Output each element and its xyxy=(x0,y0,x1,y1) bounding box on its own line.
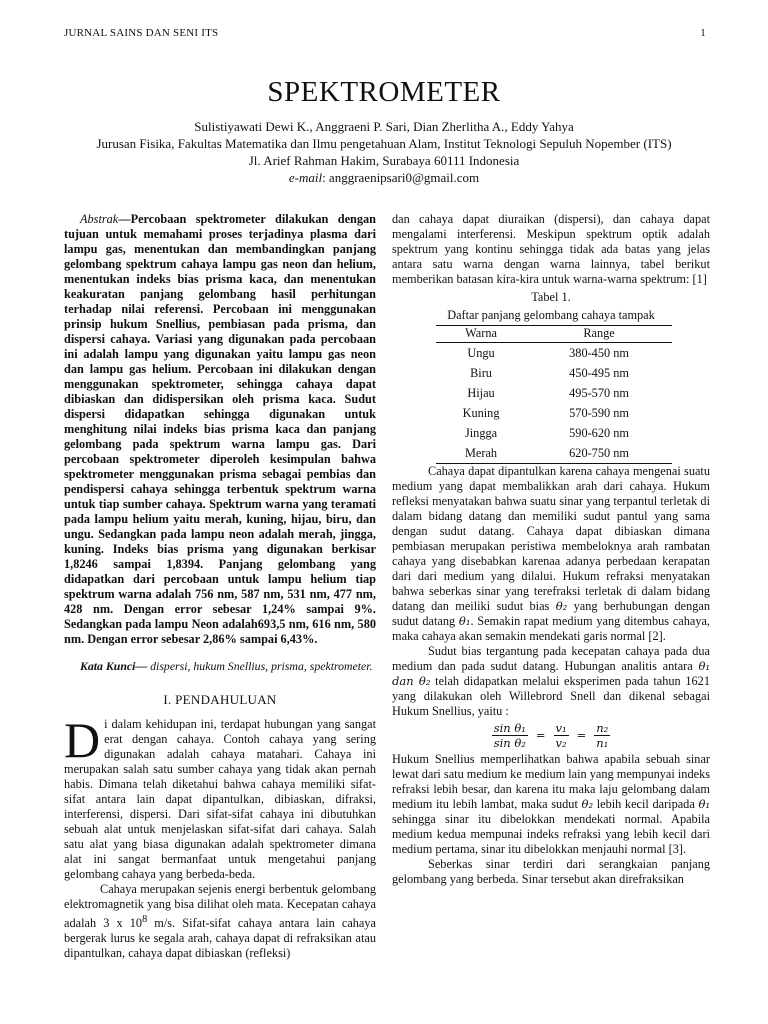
table-title: Daftar panjang gelombang cahaya tampak xyxy=(447,308,655,322)
denominator: sin θ₂ xyxy=(493,736,526,750)
table-cell: Jingga xyxy=(464,425,498,440)
theta-1-symbol: θ₁ xyxy=(458,614,471,628)
intro-paragraph-2 xyxy=(64,882,376,961)
equals-sign: = xyxy=(576,728,587,742)
email-line xyxy=(0,169,768,186)
wavelength-table xyxy=(436,325,672,464)
p4-text-c: sehingga sinar itu dibelokkan mendekati normal. Apabila medium kedua mempunai indeks refraksi yang lebih kecil dari medium pertama, sinar itu dibelokkan menjauhi normal [3]. xyxy=(392,812,710,856)
theta-2-symbol: θ₂ xyxy=(555,599,568,613)
table-cell: 495-570 nm xyxy=(569,385,629,400)
table-row xyxy=(436,343,672,364)
affiliation: Jurusan Fisika, Fakultas Matematika dan Ilmu pengetahuan Alam, Institut Teknologi Sepuluh Nopember (ITS) xyxy=(96,136,672,151)
keywords xyxy=(64,659,376,674)
table-row xyxy=(436,423,672,443)
intro-p2-text-a: Cahaya merupakan sejenis energi berbentuk gelombang elektromagnetik yang bisa dilihat oleh mata. Kecepatan cahaya adalah 3 x 10 xyxy=(64,882,376,931)
table-row xyxy=(436,383,672,403)
table-header-cell: Range xyxy=(526,326,672,343)
journal-name: JURNAL SAINS DAN SENI ITS xyxy=(64,27,219,39)
right-paragraph-2 xyxy=(392,464,710,644)
theta-1-symbol: θ₁ xyxy=(698,797,710,811)
right-paragraph-5: Seberkas sinar terdiri dari serangkaian panjang gelombang yang berbeda. Sinar tersebut akan direfraksikan xyxy=(392,857,710,886)
snell-law-formula xyxy=(392,721,710,750)
table-label: Tabel 1. xyxy=(531,290,571,304)
intro-paragraph-1 xyxy=(64,712,376,882)
table-cell: Kuning xyxy=(462,405,500,420)
equals-sign: = xyxy=(535,728,546,742)
p3-text-b: telah didapatkan melalui eksperimen pada tahun 1621 yang dilakukan oleh Willebrord Snell dan dikenal sebagai Hukum Snellius, yaitu : xyxy=(392,674,710,718)
table-cell: 450-495 nm xyxy=(569,365,629,380)
table-row xyxy=(436,363,672,383)
fraction-index xyxy=(594,721,610,750)
table-cell: 380-450 nm xyxy=(569,345,629,360)
keywords-lead: Kata Kunci— xyxy=(80,659,148,673)
email-label: e-mail xyxy=(288,170,323,185)
table-header-row xyxy=(436,326,672,343)
table-cell: Hijau xyxy=(467,385,495,400)
right-paragraph-1: dan cahaya dapat diuraikan (dispersi), dan cahaya dapat mengalami interferensi. Meskipun spektrum optik adalah spektrum yang kontinu sehingga tidak ada batas yang jelas antara satu warna dengan warna lainnya, tabel berikut memberikan batasan kira-kira untuk warna-warna spektrum: [1] xyxy=(392,212,710,286)
left-column xyxy=(64,212,376,961)
fraction-sin xyxy=(492,721,528,750)
numerator: v₁ xyxy=(555,721,567,735)
authors: Sulistiyawati Dewi K., Anggraeni P. Sari, Dian Zherlitha A., Eddy Yahya xyxy=(194,119,574,134)
p4-text-b: lebih kecil daripada xyxy=(593,797,699,811)
denominator: v₂ xyxy=(555,736,567,750)
table-cell: Merah xyxy=(436,443,526,464)
address: Jl. Arief Rahman Hakim, Surabaya 60111 Indonesia xyxy=(248,153,520,168)
p3-text-a: Sudut bias tergantung pada kecepatan cahaya pada dua medium dan pada sudut datang. Hubungan analitis antara xyxy=(392,644,710,673)
drop-cap: D xyxy=(64,712,101,768)
table-cell: Ungu xyxy=(467,345,495,360)
table-row xyxy=(436,443,672,464)
p2-text-c: . Semakin rapat medium yang ditembus cahaya, maka cahaya akan semakin mendekati garis normal [2]. xyxy=(392,614,710,643)
page-number: 1 xyxy=(700,27,706,39)
table-row xyxy=(436,403,672,423)
right-paragraph-4 xyxy=(392,752,710,857)
p4-text-a: Hukum Snellius memperlihatkan bahwa apabila sebuah sinar lewat dari satu medium ke medium lain yang mempunyai indeks refraksi lebih besar, dan karena itu maka laju gelombang dalam medium itu lebih lambat, maka sudut xyxy=(392,752,710,811)
right-column xyxy=(392,212,710,887)
email-address: : anggraenipsari0@gmail.com xyxy=(322,170,480,185)
numerator: sin θ₁ xyxy=(493,721,526,735)
intro-p1-text: i dalam kehidupan ini, terdapat hubungan yang sangat erat dengan cahaya. Contoh cahaya yang sering digunakan adalah cahaya matahari. Cahaya ini merupakan salah satu sumber cahaya yang tidak akan pernah habis. Dimana telah diketahui bahwa cahaya memiliki sifat-sifat antara lain dapat dipantulkan, dibiaskan, difraksi, interferensi, dispersi. Dari sifat-sifat cahaya ini dibutuhkan sebuah alat untuk menjelaskan sifat-sifat dari cahaya. Salah satu alat yang biasa digunakan adalah spektrometer dimana alat ini sangat bermanfaat untuk mengetahui panjang gelombang cahaya yang berbeda-beda. xyxy=(64,717,376,881)
paper-title: SPEKTROMETER xyxy=(267,76,501,108)
theta-pair-symbol: θ₁ dan θ₂ xyxy=(392,659,710,688)
keywords-text: dispersi, hukum Snellius, prisma, spektrometer. xyxy=(147,659,373,673)
table-cell: 570-590 nm xyxy=(569,405,629,420)
numerator: n₂ xyxy=(596,721,609,735)
right-paragraph-3 xyxy=(392,644,710,719)
exponent: 8 xyxy=(142,914,148,925)
p2-text-b: yang berhubungan dengan sudut datang xyxy=(392,599,710,628)
intro-p2-text-b: m/s. Sifat-sifat cahaya antara lain cahaya bergerak lurus ke segala arah, cahaya dapat di refraksikan atau dipantulkan, cahaya dapat dibiaskan (refleksi) xyxy=(64,916,376,961)
theta-2-symbol: θ₂ xyxy=(581,797,594,811)
abstract-lead: Abstrak xyxy=(80,212,119,226)
table-cell: 590-620 nm xyxy=(569,425,629,440)
section-heading: I. PENDAHULUAN xyxy=(163,692,277,707)
table-header-cell: Warna xyxy=(436,326,526,343)
author-block xyxy=(0,118,768,186)
table-cell: Biru xyxy=(470,365,492,380)
abstract xyxy=(64,212,376,647)
p2-text-a: Cahaya dapat dipantulkan karena cahaya mengenai suatu medium yang dapat membalikkan arah dari cahaya. Hukum refleksi menyatakan bahwa suatu sinar yang terpantul terletak di dalam bidang datang dan memiliki sudut pantul yang sama dengan sudut datang. Cahaya dapat dibiaskan dimana pembiasan merupakan peristiwa membeloknya arah rambatan cahaya yang disebabkan karenaa adanya perbedaan kerapatan dari dari medium yang dilalui. Hukum refraksi menyatakan bahwa seberkas sinar yang terefraksi terletak di dalam bidang datang dan meiliki sudut bias xyxy=(392,464,710,613)
abstract-text: —Percobaan spektrometer dilakukan dengan tujuan untuk memahami proses terjadinya plasma dari lampu gas, menentukan dan membandingkan panjang gelombang spektrum cahaya lampu gas neon dan helium, menentukan indeks bias prisma kaca, dan menentukan keakuratan panjang gelombang hasil perhitungan terhadap nilai referensi. Percobaan ini menggunakan prinsip hukum Snellius, pembiasan pada prisma, dan dispersi cahaya. Variasi yang digunakan pada percobaan ini adalah lampu yang digunakan yaitu lampu gas neon dan lampu gas helium. Percobaan ini dilakukan dengan menggunakan spektrometer, sehingga cahaya dapat dibiaskan dan didispersikan oleh prisma kaca. Sudut dispersi didapatkan sehingga digunakan untuk menghitung nilai indeks bias prisma kaca dan panjang gelombang pada spektrum warna lampu gas. Dari percobaan spektrometer diperoleh kesimpulan bahwa spektrometer menggunakan prisma sebagai pembias dan pendispersi cahaya sehingga terbentuk spektrum warna untuk tiap sumber cahaya. Spektrum warna yang teramati pada lampu helium yaitu merah, kuning, hijau, biru, dan ungu. Sedangkan pada lampu neon adalah merah, jingga, kuning. Indeks bias prisma yang digunakan berkisar 1,8246 sampai 1,8394. Panjang gelombang yang didapatkan dari percobaan untuk lampu helium tiap spektrum warna adalah 756 nm, 587 nm, 531 nm, 477 nm, 428 nm. Dengan error sebesar 1,24% sampai 9%. Sedangkan pada lampu Neon adalah693,5 nm, 616 nm, 580 nm. Dengan error sebesar 2,86% sampai 6,43%. xyxy=(64,212,376,646)
table-cell: 620-750 nm xyxy=(526,443,672,464)
fraction-velocity xyxy=(554,721,569,750)
denominator: n₁ xyxy=(596,736,609,750)
